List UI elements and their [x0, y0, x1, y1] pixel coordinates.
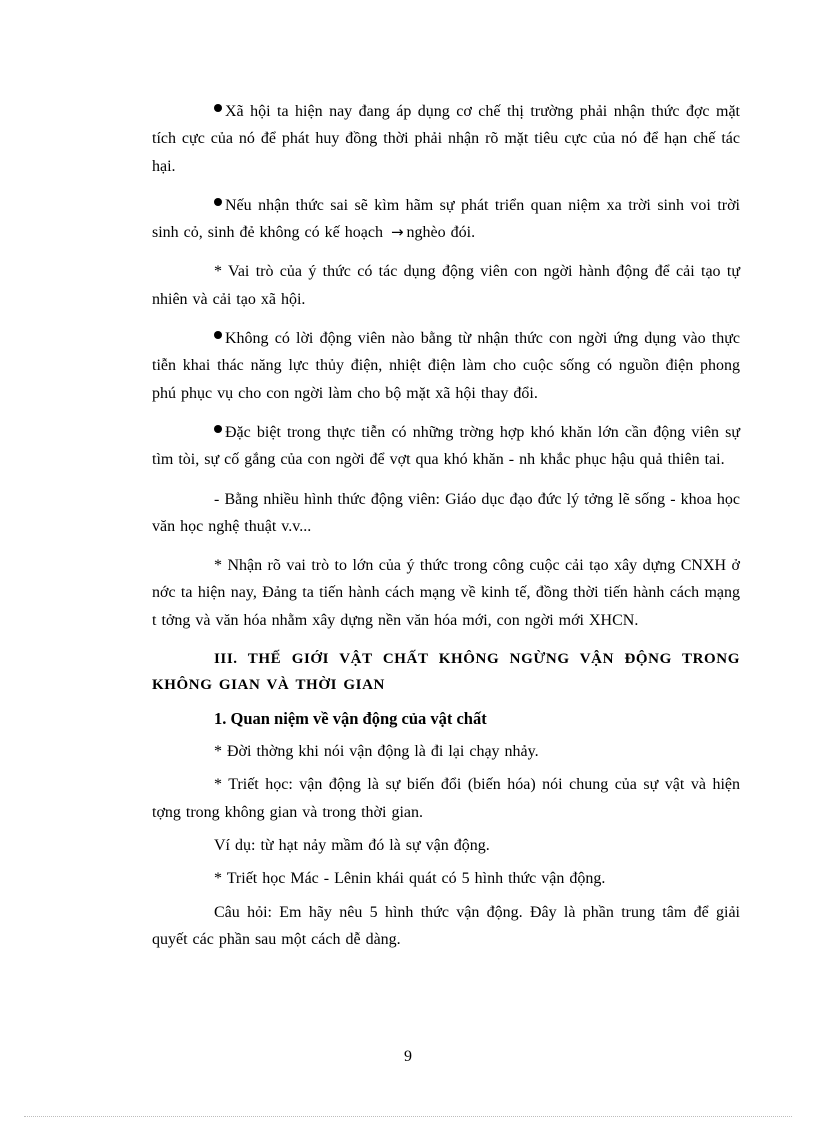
paragraph-socialism-building — [152, 552, 740, 634]
paragraph-text: * Triết học: vận động là sự biến đổi (biến hóa) nói chung của sự vật và hiện tợng trong không gian và trong thời gian. — [152, 776, 740, 821]
paragraph-text: Câu hỏi: Em hãy nêu 5 hình thức vận động. Đây là phần trung tâm để giải quyết các phần sau một cách dễ dàng. — [152, 903, 740, 948]
paragraph-market-mechanism — [152, 98, 740, 180]
subsection-heading: 1. Quan niệm về vận động của vật chất — [214, 709, 487, 729]
paragraph-marx-lenin — [152, 865, 740, 892]
paragraph-text: * Đời thờng khi nói vận động là đi lại chạy nhảy. — [214, 743, 539, 761]
paragraph-text: - Bằng nhiều hình thức động viên: Giáo dục đạo đức lý tởng lẽ sống - khoa học văn học nghệ thuật v.v... — [152, 490, 740, 535]
page-content — [152, 98, 740, 959]
paragraph-forms-of-encouragement — [152, 486, 740, 541]
bullet-icon — [214, 104, 222, 112]
paragraph-text: Nếu nhận thức sai sẽ kìm hãm sự phát triển quan niệm xa trời sinh voi trời sinh cỏ, sinh đẻ không có kế hoạch — [152, 196, 740, 242]
paragraph-text: * Triết học Mác - Lênin khái quát có 5 hình thức vận động. — [214, 870, 606, 888]
paragraph-question — [152, 899, 740, 954]
bullet-icon — [214, 331, 222, 339]
bullet-icon — [214, 425, 222, 433]
page-bottom-divider — [24, 1116, 792, 1117]
paragraph-difficult-cases — [152, 419, 740, 474]
paragraph-text: Không có lời động viên nào bằng từ nhận thức con ngời ứng dụng vào thực tiễn khai thác năng lực thủy điện, nhiệt điện làm cho cuộc sống có nguồn điện phong phú phục vụ cho con ngời làm cho bộ mặt xã hội thay đổi. — [152, 330, 740, 402]
paragraph-text: * Nhận rõ vai trò to lớn của ý thức trong công cuộc cải tạo xây dựng CNXH ở nớc ta hiện nay, Đảng ta tiến hành cách mạng về kinh tế, đồng thời tiến hành cách mạng t tởng và văn hóa nhằm xây dựng nền văn hóa mới, con ngời mới XHCN. — [152, 557, 740, 629]
bullet-icon — [214, 198, 222, 206]
paragraph-text: Đặc biệt trong thực tiễn có những trờng hợp khó khăn lớn cần động viên sự tìm tòi, sự cố gắng của con ngời để vợt qua khó khăn - nh khắc phục hậu quả thiên tai. — [152, 423, 740, 469]
paragraph-wrong-awareness — [152, 192, 740, 247]
arrow-right-icon: → — [390, 223, 404, 242]
section-heading: III. THẾ GIỚI VẬT CHẤT KHÔNG NGỪNG VẬN ĐỘNG TRONG KHÔNG GIAN VÀ THỜI GIAN — [152, 651, 740, 694]
paragraph-philosophy-definition — [152, 771, 740, 826]
paragraph-text: Xã hội ta hiện nay đang áp dụng cơ chế thị trường phải nhận thức đợc mặt tích cực của nó để phát huy đồng thời phải nhận rõ mặt tiêu cực của nó để hạn chế tác hại. — [152, 103, 740, 175]
page-number: 9 — [404, 1048, 412, 1065]
paragraph-text: * Vai trò của ý thức có tác dụng động viên con ngời hành động để cải tạo tự nhiên và cải tạo xã hội. — [152, 263, 740, 308]
paragraph-everyday-view — [152, 738, 740, 765]
paragraph-example — [152, 832, 740, 859]
paragraph-encouragement — [152, 325, 740, 407]
paragraph-text: Ví dụ: từ hạt nảy mầm đó là sự vận động. — [214, 836, 490, 854]
paragraph-text: nghèo đói. — [406, 224, 476, 242]
paragraph-role-of-consciousness — [152, 258, 740, 313]
